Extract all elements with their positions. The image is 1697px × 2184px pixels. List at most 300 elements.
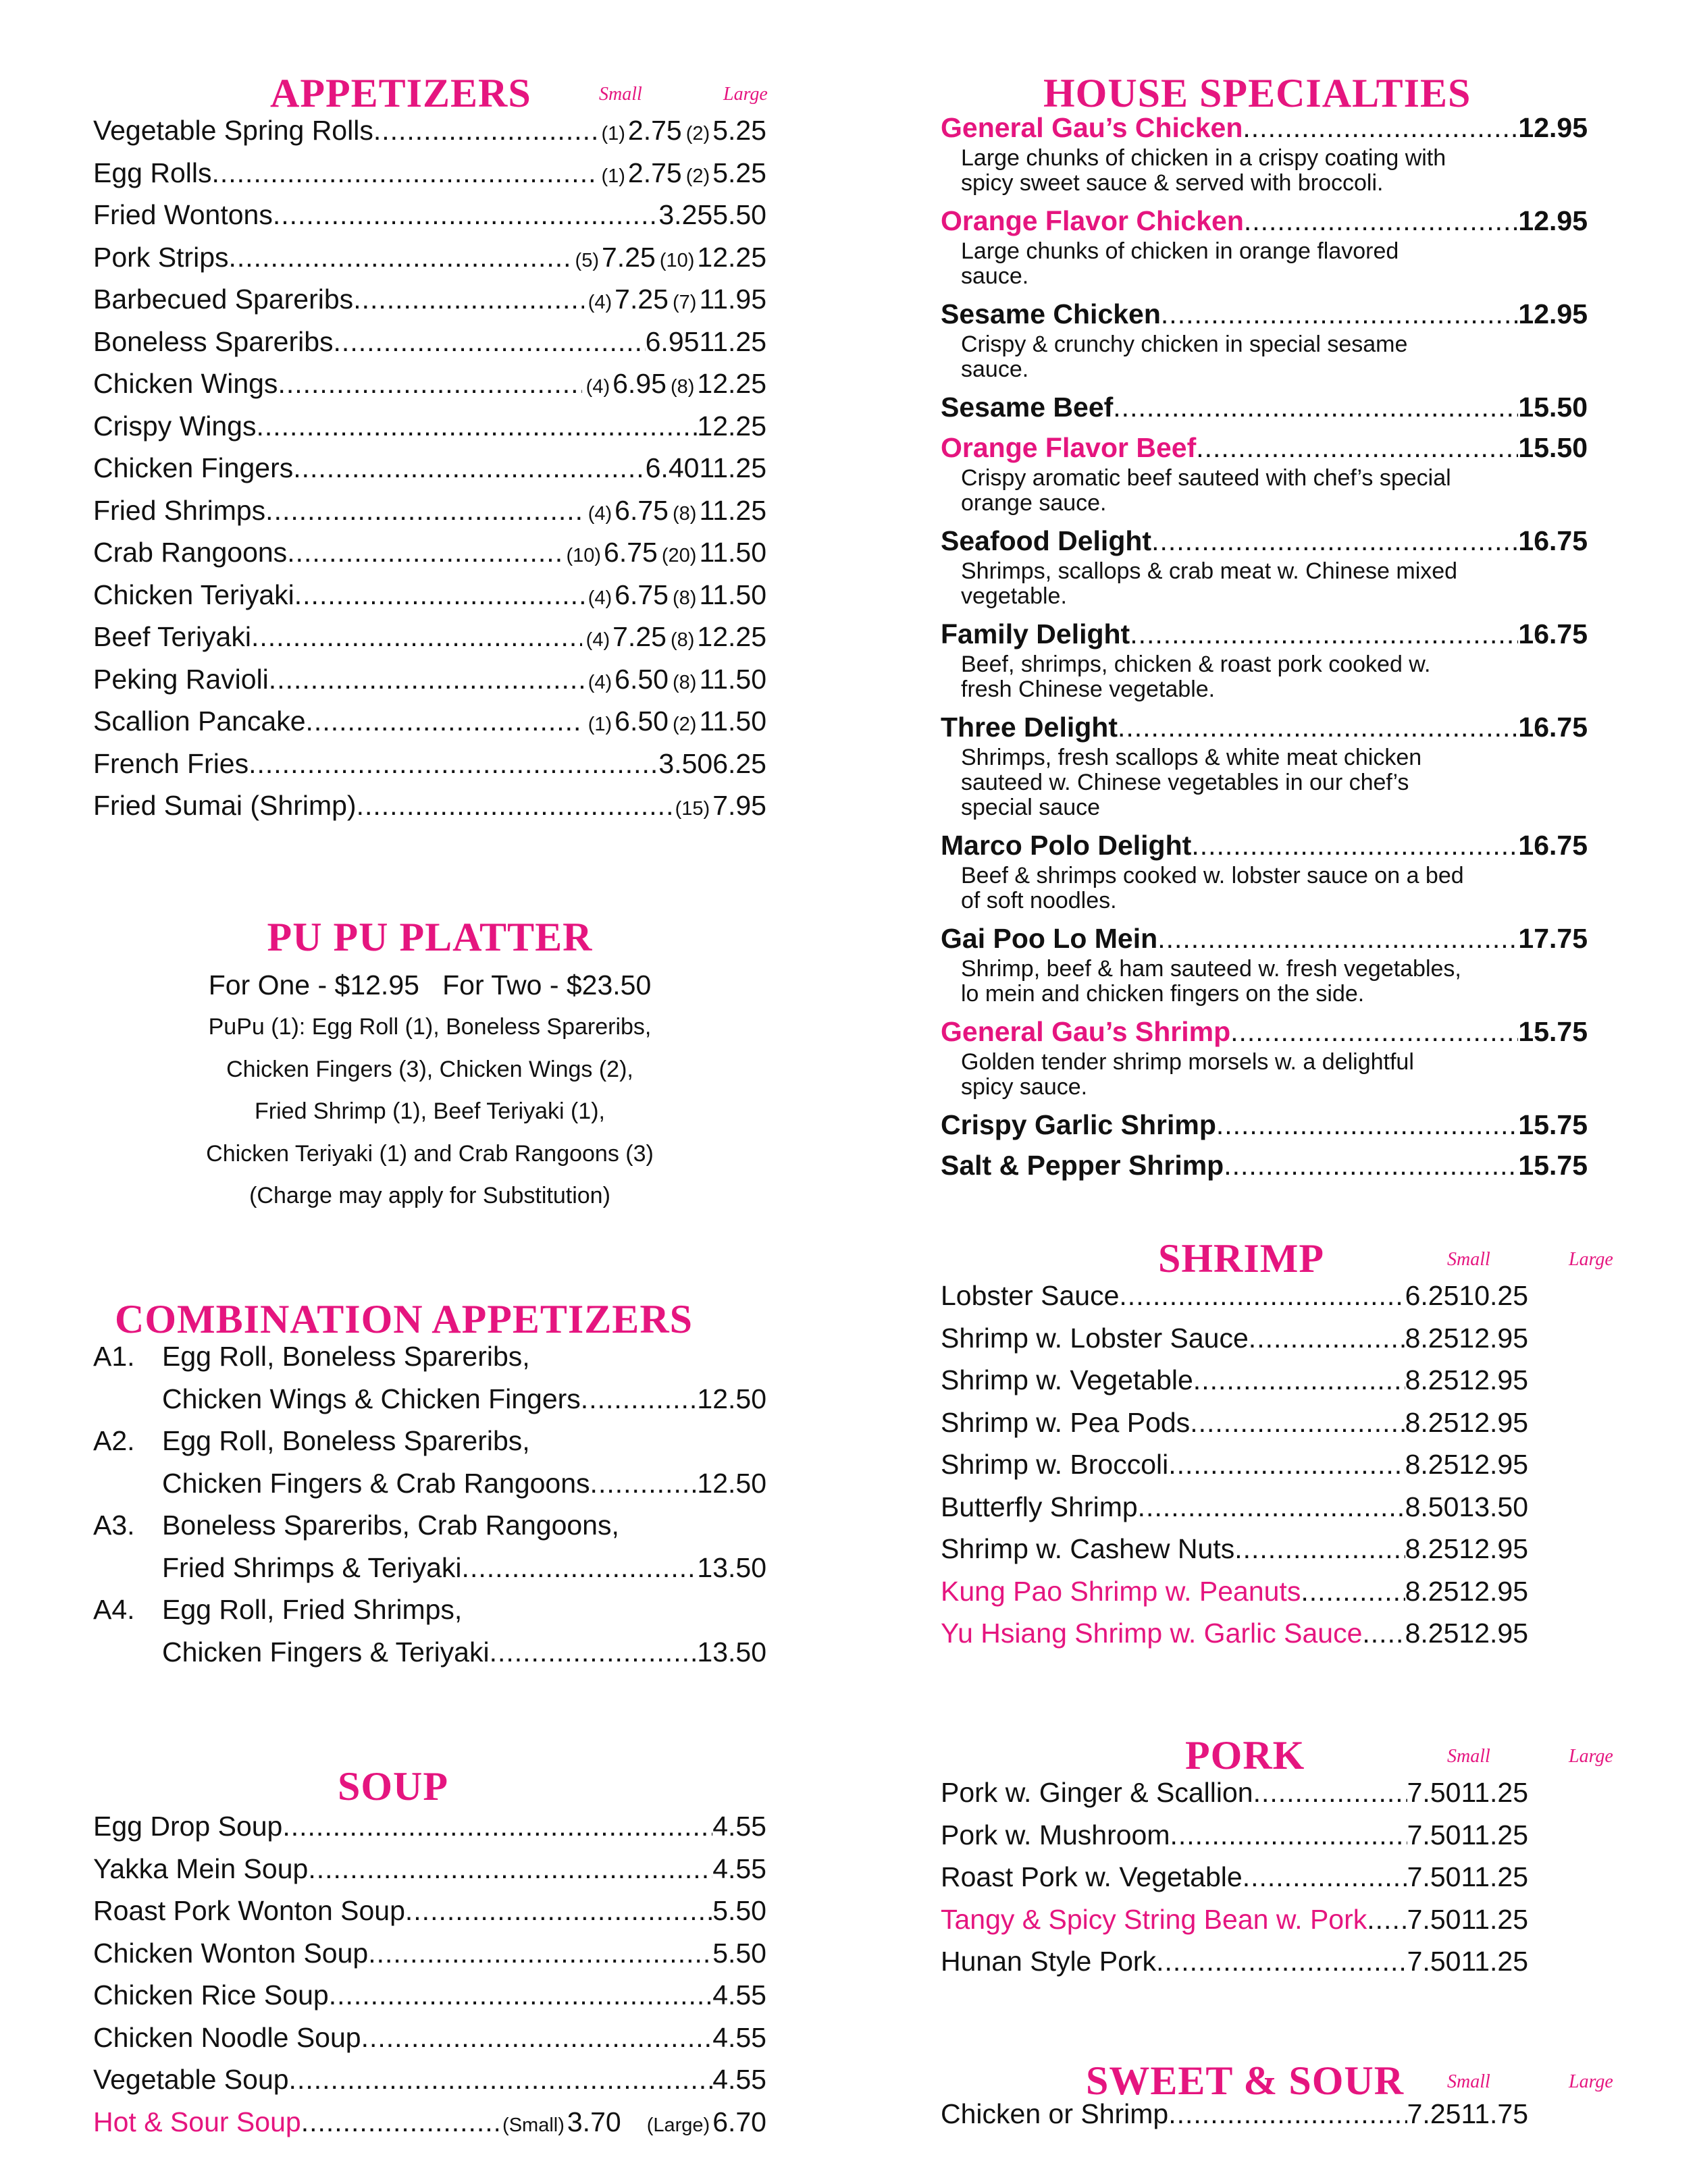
dot-leader [211, 157, 597, 189]
small-label: (Small) [502, 2114, 565, 2136]
large-price-group [669, 664, 766, 695]
item-name: Shrimp w. Cashew Nuts [941, 1533, 1235, 1564]
item-name: French Fries [93, 747, 249, 779]
item-name: Shrimp w. Pea Pods [941, 1406, 1191, 1438]
item-name: Pork w. Mushroom [941, 1819, 1170, 1850]
item-name: Orange Flavor Chicken [941, 205, 1244, 236]
appetizer-row [93, 537, 766, 579]
item-name: Three Delight [941, 712, 1118, 743]
small-count: (1) [601, 165, 625, 187]
soup-row [93, 1938, 766, 1980]
appetizer-row [93, 495, 766, 537]
description-line: Shrimps, fresh scallops & white meat chicken [961, 745, 1422, 770]
dot-leader [1193, 1364, 1405, 1396]
large-count: (8) [672, 671, 697, 693]
large-price: 12.25 [697, 621, 766, 652]
small-price: 7.50 [1407, 1777, 1461, 1808]
small-price-group [646, 452, 700, 484]
soup-row [93, 1979, 766, 2022]
item-description [941, 1050, 1588, 1100]
house-header [941, 66, 1592, 120]
large-count: (2) [685, 123, 710, 144]
dot-leader [1113, 392, 1518, 423]
combo-row [93, 1468, 766, 1510]
small-label: Small [1447, 2071, 1490, 2092]
appetizer-row [93, 705, 766, 748]
dot-leader [1118, 712, 1518, 743]
small-price: 6.75 [615, 579, 669, 610]
dot-leader [490, 1636, 698, 1668]
specialty-item [941, 1109, 1588, 1148]
large-price-group [699, 326, 766, 358]
small-count: (4) [588, 671, 612, 693]
large-price: 5.25 [712, 157, 766, 188]
dot-leader [1161, 298, 1518, 330]
small-price-group [571, 242, 656, 273]
small-count: (4) [585, 376, 610, 398]
dot-leader [1367, 1904, 1407, 1936]
large-price-group [669, 495, 766, 527]
small-price: 3.50 [658, 747, 713, 779]
dot-leader [1224, 1150, 1518, 1181]
pork-list [941, 1777, 1592, 1988]
large-price: 12.95 [1459, 1618, 1528, 1649]
shrimp-row [941, 1407, 1528, 1449]
description-line: lo mein and chicken fingers on the side. [961, 981, 1365, 1007]
item-name: General Gau’s Chicken [941, 112, 1243, 143]
item-description [941, 466, 1588, 516]
specialty-item [941, 298, 1588, 382]
item-name: Salt & Pepper Shrimp [941, 1150, 1224, 1181]
item-name: Fried Sumai (Shrimp) [93, 790, 357, 821]
item-name: Chicken Teriyaki [93, 579, 294, 610]
item-description [941, 957, 1588, 1007]
dot-leader [265, 495, 584, 527]
large-label: Large [1569, 1249, 1613, 1270]
item-name: Chicken Wonton Soup [93, 1937, 369, 1969]
appetizer-row [93, 452, 766, 495]
large-price: 11.25 [1461, 1903, 1528, 1935]
combination-header [93, 1292, 766, 1346]
item-name: Egg Rolls [93, 157, 212, 188]
dot-leader [1196, 432, 1518, 464]
item-price: 4.55 [712, 1853, 766, 1884]
dot-leader [361, 2022, 713, 2054]
large-price: 11.25 [699, 494, 766, 526]
soup-section [93, 1759, 766, 2148]
description-line: Large chunks of chicken in a crispy coating with [961, 145, 1446, 171]
small-price: 7.50 [1407, 1861, 1461, 1892]
specialty-item [941, 923, 1588, 1007]
large-price: 12.95 [1459, 1533, 1528, 1564]
item-name: Vegetable Soup [93, 2064, 289, 2095]
small-price: 3.25 [658, 199, 713, 230]
dot-leader [368, 1938, 712, 1969]
small-price-group [658, 199, 712, 231]
soup-list [93, 1811, 766, 2106]
large-price: 11.95 [699, 284, 766, 315]
specialty-item [941, 525, 1588, 609]
item-price: 12.95 [1518, 205, 1588, 236]
large-price: 12.95 [1459, 1449, 1528, 1480]
large-count: (15) [675, 798, 710, 820]
small-count: (1) [601, 123, 625, 144]
large-price-group [712, 199, 766, 231]
dot-leader [1168, 1449, 1405, 1481]
large-price-group [697, 410, 766, 442]
sweet-sour-header [941, 2054, 1613, 2108]
large-price-group [656, 242, 766, 273]
large-label: Large [1569, 1746, 1613, 1767]
small-price: 8.25 [1405, 1533, 1459, 1564]
dot-leader [1156, 1946, 1407, 1977]
item-name: Boneless Spareribs [93, 325, 334, 357]
large-price: 6.70 [712, 2106, 766, 2137]
large-count: (8) [670, 629, 695, 651]
description-line: fresh Chinese vegetable. [961, 676, 1216, 702]
small-price: 8.25 [1405, 1322, 1459, 1354]
item-name: Pork w. Ginger & Scallion [941, 1777, 1253, 1808]
shrimp-list [941, 1280, 1592, 1660]
small-count: (4) [588, 502, 612, 525]
dot-leader [1191, 830, 1518, 861]
large-price: 11.25 [1461, 1861, 1528, 1892]
item-description [941, 239, 1588, 289]
item-name: Chicken Rice Soup [93, 1979, 329, 2010]
item-price: 4.55 [712, 2064, 766, 2095]
dot-leader [1130, 618, 1518, 650]
specialty-item [941, 432, 1588, 516]
soup-row-hot-sour [93, 2106, 766, 2149]
pork-row [941, 1861, 1528, 1904]
shrimp-row [941, 1491, 1528, 1534]
specialty-row [941, 1150, 1588, 1189]
combo-price: 13.50 [697, 1636, 766, 1668]
large-price-group [712, 748, 766, 780]
combo-price: 13.50 [697, 1551, 766, 1583]
item-name: Roast Pork Wonton Soup [93, 1895, 405, 1926]
large-price-group [667, 621, 766, 653]
description-line: of soft noodles. [961, 888, 1117, 913]
item-price: 16.75 [1518, 618, 1588, 649]
item-description [941, 652, 1588, 702]
large-price: 12.95 [1459, 1364, 1528, 1395]
combo-row [93, 1594, 766, 1636]
pork-row [941, 1819, 1528, 1862]
large-price: 12.95 [1459, 1406, 1528, 1438]
large-price: 11.25 [1461, 1946, 1528, 1977]
combo-row [93, 1383, 766, 1426]
dot-leader [1190, 1407, 1405, 1439]
pork-row [941, 1777, 1528, 1819]
specialty-item [941, 205, 1588, 289]
item-name: Roast Pork w. Vegetable [941, 1861, 1243, 1892]
shrimp-row [941, 1449, 1528, 1491]
description-line: Large chunks of chicken in orange flavored [961, 238, 1399, 264]
large-price-group [669, 705, 766, 737]
large-price-group [669, 284, 766, 315]
dot-leader [1151, 525, 1518, 557]
dot-leader [1157, 923, 1518, 955]
pupu-line: Chicken Teriyaki (1) and Crab Rangoons (3) [206, 1140, 654, 1167]
appetizer-row [93, 115, 766, 157]
item-name: Hunan Style Pork [941, 1946, 1157, 1977]
large-label: Large [723, 84, 768, 105]
item-name: Crispy Garlic Shrimp [941, 1109, 1216, 1140]
combination-list [93, 1341, 766, 1678]
large-price-group [699, 452, 766, 484]
shrimp-row [941, 1618, 1528, 1660]
soup-row [93, 1811, 766, 1853]
large-price: 11.25 [699, 325, 766, 357]
pork-header [941, 1728, 1613, 1782]
section-title: SWEET & SOUR [1086, 2058, 1405, 2103]
shrimp-row [941, 1533, 1528, 1576]
description-line: special sauce [961, 795, 1101, 820]
item-name: Vegetable Spring Rolls [93, 115, 373, 146]
appetizer-row [93, 621, 766, 664]
large-price: 7.95 [712, 790, 766, 821]
small-price: 6.95 [645, 325, 700, 357]
item-description [941, 863, 1588, 913]
item-name: Gai Poo Lo Mein [941, 923, 1158, 954]
dot-leader [308, 1853, 712, 1885]
large-price: 11.75 [1461, 2098, 1528, 2129]
small-count: (10) [566, 545, 602, 566]
large-price: 11.50 [699, 537, 766, 568]
small-count: (4) [588, 587, 612, 609]
combo-number: A3. [93, 1510, 135, 1541]
item-price: 15.75 [1518, 1150, 1588, 1181]
dot-leader [1230, 1016, 1518, 1048]
item-price: 15.50 [1518, 432, 1588, 463]
item-description [941, 332, 1588, 382]
description-line: Crispy aromatic beef sauteed with chef’s special [961, 465, 1451, 491]
section-title: SHRIMP [1158, 1236, 1324, 1281]
large-price-group [658, 537, 766, 568]
large-price: 12.25 [697, 241, 766, 273]
dot-leader [229, 242, 571, 273]
item-price: 12.95 [1518, 112, 1588, 143]
item-name: Crab Rangoons [93, 537, 288, 568]
appetizer-row [93, 368, 766, 410]
specialty-row [941, 1109, 1588, 1148]
dot-leader [1234, 1533, 1405, 1565]
dot-leader [306, 705, 584, 737]
appetizer-row [93, 664, 766, 706]
shrimp-section [941, 1231, 1613, 1660]
description-line: Shrimp, beef & ham sauteed w. fresh vegetables, [961, 956, 1461, 982]
combo-row [93, 1341, 766, 1383]
small-label: Small [1447, 1746, 1490, 1767]
dot-leader [289, 2064, 713, 2096]
small-price: 6.95 [612, 368, 667, 399]
small-price: 2.75 [627, 115, 682, 146]
small-price-group [584, 705, 669, 737]
item-name: Hot & Sour Soup [93, 2106, 301, 2137]
dot-leader [278, 368, 581, 400]
item-name: Shrimp w. Vegetable [941, 1364, 1193, 1395]
item-name: Kung Pao Shrimp w. Peanuts [941, 1575, 1301, 1607]
specialty-item [941, 112, 1588, 196]
combo-line: Egg Roll, Boneless Spareribs, [162, 1425, 530, 1456]
item-name: Peking Ravioli [93, 663, 269, 695]
small-price: 7.50 [1407, 1946, 1461, 1977]
item-name: Sesame Beef [941, 392, 1114, 423]
pork-section [941, 1728, 1613, 1988]
dot-leader [462, 1552, 698, 1584]
appetizer-row [93, 579, 766, 622]
shrimp-row [941, 1576, 1528, 1618]
combo-line: Egg Roll, Boneless Spareribs, [162, 1341, 530, 1372]
small-price: 8.50 [1405, 1491, 1459, 1522]
item-price: 17.75 [1518, 923, 1588, 954]
small-price: 8.25 [1405, 1575, 1459, 1607]
item-price: 15.75 [1518, 1109, 1588, 1140]
dot-leader [334, 326, 646, 358]
description-line: orange sauce. [961, 490, 1107, 516]
item-description [941, 146, 1588, 196]
small-price: 7.50 [1407, 1819, 1461, 1850]
combo-line: Fried Shrimps & Teriyaki [162, 1551, 462, 1583]
combo-line: Boneless Spareribs, Crab Rangoons, [162, 1510, 619, 1541]
item-name: Lobster Sauce [941, 1280, 1120, 1311]
pupu-note: (Charge may apply for Substitution) [249, 1183, 610, 1208]
dot-leader [590, 1468, 698, 1499]
pupu-header [93, 910, 766, 964]
small-price-group [658, 748, 712, 780]
pupu-line: Fried Shrimp (1), Beef Teriyaki (1), [255, 1098, 605, 1124]
large-count: (8) [672, 502, 697, 525]
appetizer-row [93, 326, 766, 369]
large-label: Large [1569, 2071, 1613, 2092]
house-specialties-section [941, 66, 1592, 1190]
section-title: APPETIZERS [270, 71, 531, 115]
specialty-item [941, 392, 1588, 431]
item-price: 15.75 [1518, 1016, 1588, 1047]
dot-leader [405, 1895, 712, 1927]
combo-number: A2. [93, 1425, 135, 1456]
description-line: vegetable. [961, 583, 1067, 609]
large-price: 6.25 [712, 747, 766, 779]
dot-leader [1362, 1618, 1405, 1649]
specialty-item [941, 830, 1588, 913]
section-title: PORK [1185, 1733, 1305, 1778]
item-price: 4.55 [712, 2021, 766, 2053]
dot-leader [249, 748, 658, 780]
section-title: SOUP [338, 1764, 449, 1809]
large-price: 12.95 [1459, 1575, 1528, 1607]
soup-header [93, 1759, 766, 1813]
small-price: 7.25 [1407, 2098, 1461, 2129]
combo-row [93, 1425, 766, 1468]
dot-leader [1244, 205, 1519, 237]
soup-row [93, 2064, 766, 2106]
dot-leader [251, 621, 582, 653]
combo-row [93, 1636, 766, 1679]
shrimp-header [941, 1231, 1613, 1285]
large-price: 12.25 [697, 410, 766, 442]
pupu-section [93, 910, 766, 1217]
description-line: sauce. [961, 263, 1029, 289]
shrimp-row [941, 1280, 1528, 1323]
item-name: Egg Drop Soup [93, 1811, 283, 1842]
large-price-group [667, 368, 766, 400]
small-price: 6.75 [604, 537, 658, 568]
dot-leader [294, 579, 584, 611]
large-count: (7) [672, 292, 697, 313]
appetizer-row [93, 199, 766, 242]
small-price-group [582, 621, 667, 653]
large-price: 11.25 [1461, 1777, 1528, 1808]
large-price: 12.25 [697, 368, 766, 399]
small-price: 7.25 [615, 284, 669, 315]
soup-row [93, 1853, 766, 1896]
small-price: 7.25 [612, 621, 667, 652]
small-price: 6.25 [1405, 1280, 1459, 1311]
large-price: 12.95 [1459, 1322, 1528, 1354]
dot-leader [256, 410, 697, 442]
pupu-line: PuPu (1): Egg Roll (1), Boneless Spareribs, [208, 1014, 652, 1040]
item-name: Butterfly Shrimp [941, 1491, 1138, 1522]
soup-row [93, 1895, 766, 1938]
large-price: 11.50 [699, 705, 766, 737]
large-price-group [682, 157, 766, 189]
dot-leader [301, 2106, 498, 2138]
large-count: (20) [661, 545, 697, 566]
appetizer-row [93, 748, 766, 791]
item-name: Shrimp w. Broccoli [941, 1449, 1169, 1480]
item-name: Barbecued Spareribs [93, 284, 354, 315]
specialty-item [941, 712, 1588, 820]
item-price: 16.75 [1518, 525, 1588, 556]
appetizer-row [93, 284, 766, 326]
small-count: (4) [588, 292, 612, 313]
combo-number: A1. [93, 1341, 135, 1372]
small-price-group [584, 284, 669, 315]
dot-leader [282, 1811, 712, 1842]
dot-leader [1138, 1491, 1405, 1523]
item-description [941, 559, 1588, 609]
combo-line: Chicken Fingers & Crab Rangoons [162, 1467, 590, 1499]
item-price: 15.50 [1518, 392, 1588, 423]
section-title: HOUSE SPECIALTIES [1043, 71, 1471, 115]
item-price: 4.55 [712, 1979, 766, 2010]
description-line: Beef, shrimps, chicken & roast pork cooked w. [961, 651, 1431, 677]
item-price: 12.95 [1518, 298, 1588, 329]
large-price: 11.50 [699, 663, 766, 695]
description-line: Beef & shrimps cooked w. lobster sauce on a bed [961, 863, 1464, 888]
small-price: 6.50 [615, 705, 669, 737]
house-specialties-list [941, 112, 1588, 1189]
small-count: (1) [588, 714, 612, 735]
item-name: General Gau’s Shrimp [941, 1016, 1231, 1047]
appetizers-section [93, 66, 766, 832]
large-price: 11.25 [1461, 1819, 1528, 1850]
description-line: Shrimps, scallops & crab meat w. Chinese mixed [961, 558, 1458, 584]
large-count: (8) [672, 587, 697, 609]
combo-row [93, 1510, 766, 1552]
item-price: 16.75 [1518, 830, 1588, 861]
small-price: 8.25 [1405, 1406, 1459, 1438]
item-price: 16.75 [1518, 712, 1588, 743]
combo-price: 12.50 [697, 1383, 766, 1414]
shrimp-row [941, 1323, 1528, 1365]
item-name: Fried Wontons [93, 199, 273, 230]
item-name: Sesame Chicken [941, 298, 1161, 329]
item-name: Beef Teriyaki [93, 621, 251, 652]
item-name: Yu Hsiang Shrimp w. Garlic Sauce [941, 1618, 1363, 1649]
